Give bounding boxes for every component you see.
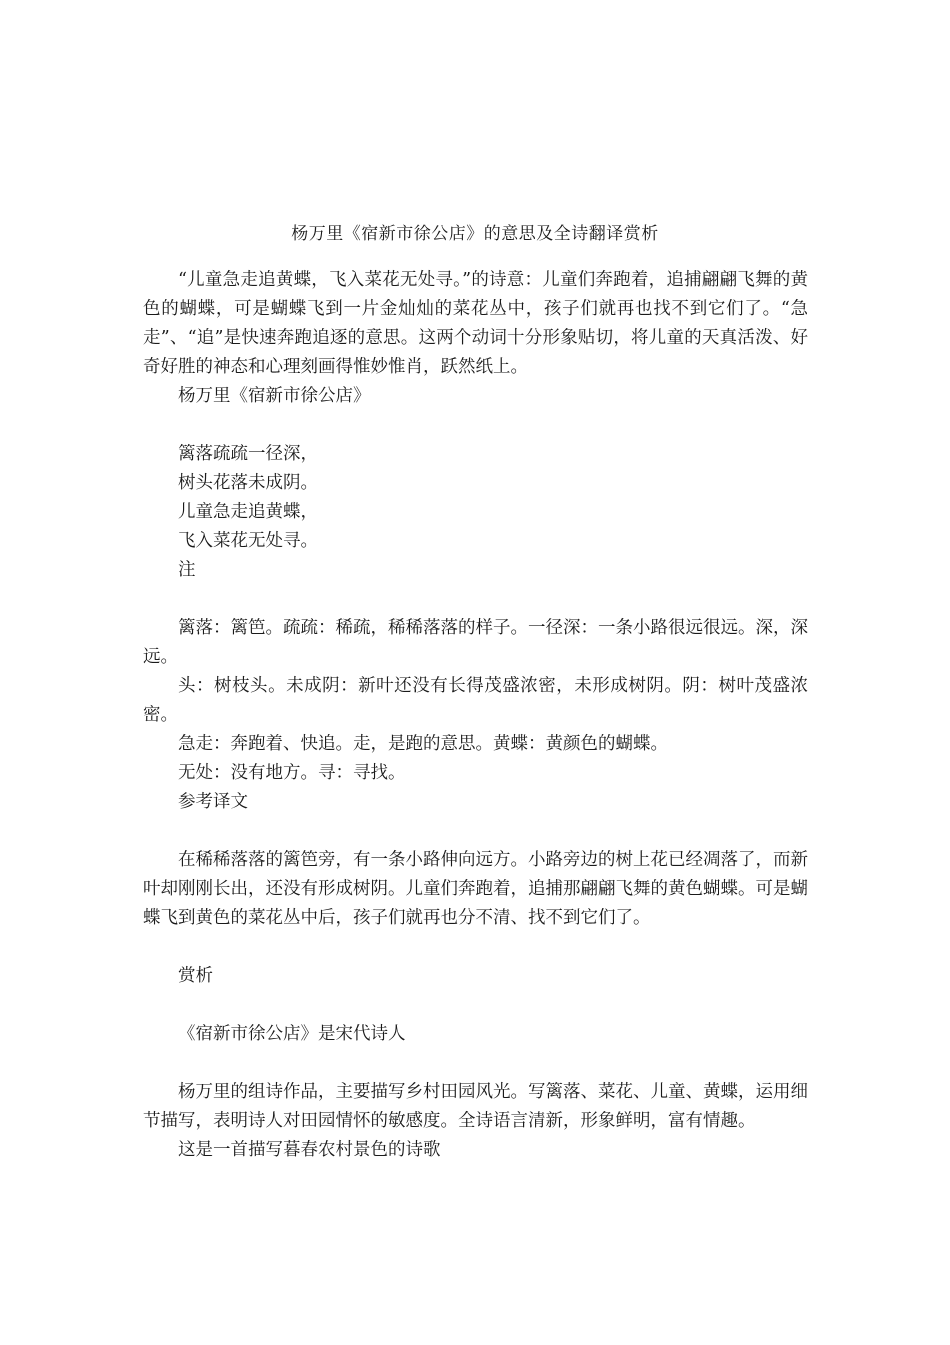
poem-line: 儿童急走追黄蝶， [178,502,318,522]
page-title: 杨万里《宿新市徐公店》的意思及全诗翻译赏析 [291,224,659,244]
appreciation-paragraph: 这是一首描写暮春农村景色的诗歌 [178,1140,441,1160]
translation-heading: 参考译文 [178,792,248,812]
note-paragraph: 头：树枝头。未成阴：新叶还没有长得茂盛浓密，未形成树阴。阴：树叶茂盛浓密。 [143,676,808,725]
poem-line: 树头花落未成阴。 [178,473,318,493]
spacer [143,933,808,962]
intro-paragraph: “儿童急走追黄蝶，飞入菜花无处寻。”的诗意：儿童们奔跑着，追捕翩翩飞舞的黄色的蝴蝶，可是蝴蝶飞到一片金灿灿的菜花丛中，孩子们就再也找不到它们了。“急走”、“追”是快速奔跑追逐的意思。这两个动词十分形象贴切，将儿童的天真活泼、好奇好胜的神态和心理刻画得惟妙惟肖，跃然纸上。 [143,270,808,377]
poem-line: 飞入菜花无处寻。 [178,531,318,551]
document-body [143,266,808,1165]
spacer [143,585,808,614]
notes-heading: 注 [178,560,196,580]
note-paragraph: 无处：没有地方。寻：寻找。 [178,763,406,783]
translation-paragraph: 在稀稀落落的篱笆旁，有一条小路伸向远方。小路旁边的树上花已经凋落了，而新叶却刚刚长出，还没有形成树阴。儿童们奔跑着，追捕那翩翩飞舞的黄色蝴蝶。可是蝴蝶飞到黄色的菜花丛中后，孩子们就再也分不清、找不到它们了。 [143,850,808,928]
spacer [143,411,808,440]
spacer [143,817,808,846]
appreciation-paragraph: 《宿新市徐公店》是宋代诗人 [178,1024,406,1044]
poem-line: 篱落疏疏一径深， [178,444,318,464]
poem-heading: 杨万里《宿新市徐公店》 [178,386,371,406]
spacer [143,991,808,1020]
note-paragraph: 篱落：篱笆。疏疏：稀疏，稀稀落落的样子。一径深：一条小路很远很远。深，深远。 [143,618,808,667]
spacer [143,1049,808,1078]
note-paragraph: 急走：奔跑着、快追。走，是跑的意思。黄蝶：黄颜色的蝴蝶。 [178,734,668,754]
appreciation-heading: 赏析 [178,966,213,986]
appreciation-paragraph: 杨万里的组诗作品，主要描写乡村田园风光。写篱落、菜花、儿童、黄蝶，运用细节描写，表明诗人对田园情怀的敏感度。全诗语言清新，形象鲜明，富有情趣。 [143,1082,808,1131]
